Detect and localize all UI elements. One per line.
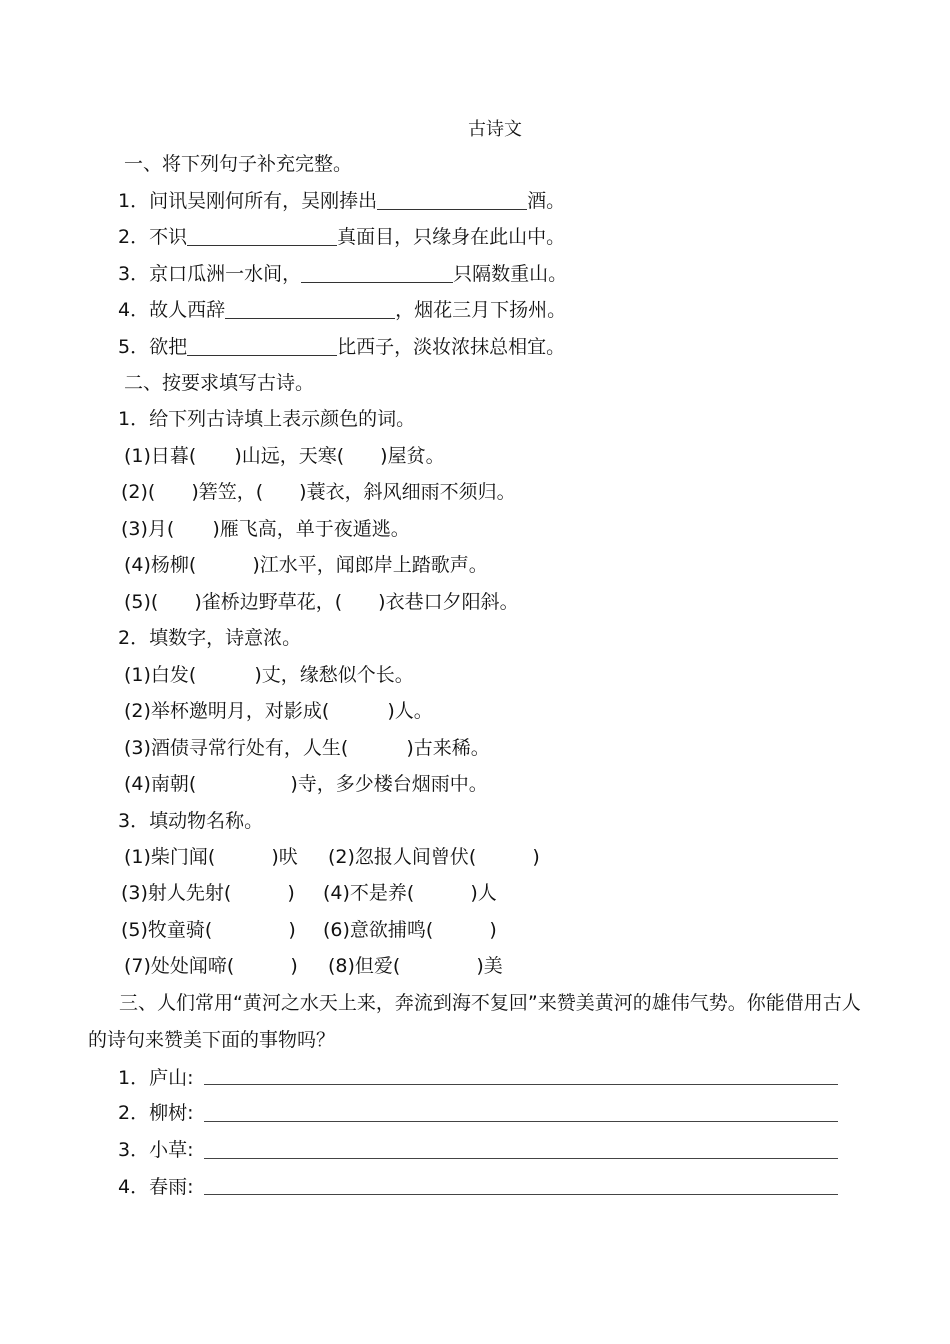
s1-item-2: 2．不识 真面目，只缘身在此山中。: [118, 226, 566, 248]
fill-blank[interactable]: [187, 225, 337, 246]
s1-item-4: 4．故人西辞 ，烟花三月下扬州。: [118, 299, 567, 321]
s2-q1-line-2: (2)( )箬笠，( )蓑衣，斜风细雨不须归。: [121, 481, 516, 503]
s2-q2-line-2: (2)举杯邀明月，对影成( )人。: [124, 700, 433, 722]
fill-blank[interactable]: [225, 298, 395, 319]
s3-item-2: 2．柳树:: [118, 1102, 194, 1124]
s2-q2-label: 2．填数字，诗意浓。: [118, 627, 302, 649]
s3-item-1: 1．庐山:: [118, 1067, 194, 1089]
item-number: 4．: [118, 299, 150, 321]
s2-q1-line-3: (3)月( )雁飞高，单于夜遁逃。: [121, 518, 410, 540]
answer-line-3[interactable]: [204, 1157, 838, 1159]
section-1-heading: 一、将下列句子补充完整。: [124, 153, 353, 175]
fill-blank[interactable]: [377, 189, 527, 210]
item-number: 2．: [118, 226, 150, 248]
s2-q3-item-2: (2)忽报人间曾伏( ): [328, 846, 540, 868]
s3-item-4: 4．春雨:: [118, 1176, 194, 1198]
answer-line-4[interactable]: [204, 1193, 838, 1195]
section-3-question: 三、人们常用“黄河之水天上来，奔流到海不复回”来赞美黄河的雄伟气势。你能借用古人的诗句来赞美下面的事物吗？: [88, 992, 861, 1051]
answer-line-2[interactable]: [204, 1120, 838, 1122]
s2-q3-item-3: (3)射人先射( ): [121, 882, 295, 904]
s2-q3-item-8: (8)但爱( )美: [328, 955, 503, 977]
s3-item-3: 3．小草:: [118, 1139, 194, 1161]
s2-q1-label: 1．给下列古诗填上表示颜色的词。: [118, 408, 416, 430]
fill-blank[interactable]: [187, 335, 337, 356]
s2-q3-item-1: (1)柴门闻( )吠: [124, 846, 298, 868]
item-number: 3．: [118, 263, 150, 285]
s2-q1-line-4: (4)杨柳( )江水平，闻郎岸上踏歌声。: [124, 554, 488, 576]
s2-q3-item-5: (5)牧童骑( ): [121, 919, 296, 941]
item-number: 1．: [118, 190, 150, 212]
s1-item-5: 5．欲把 比西子，淡妆浓抹总相宜。: [118, 336, 566, 358]
page-title: 古诗文: [468, 119, 522, 140]
answer-line-1[interactable]: [204, 1083, 838, 1085]
item-number: 5．: [118, 336, 150, 358]
s2-q3-label: 3．填动物名称。: [118, 810, 264, 832]
s2-q2-line-1: (1)白发( )丈，缘愁似个长。: [124, 664, 414, 686]
s2-q2-line-4: (4)南朝( )寺，多少楼台烟雨中。: [124, 773, 488, 795]
s2-q2-line-3: (3)酒债寻常行处有，人生( )古来稀。: [124, 737, 490, 759]
section-2-heading: 二、按要求填写古诗。: [124, 372, 315, 394]
s2-q3-item-4: (4)不是养( )人: [323, 882, 497, 904]
s2-q3-item-7: (7)处处闻啼( ): [124, 955, 298, 977]
s2-q1-line-5: (5)( )雀桥边野草花，( )衣巷口夕阳斜。: [124, 591, 519, 613]
s2-q1-line-1: (1)日暮( )山远，天寒( )屋贫。: [124, 445, 445, 467]
s1-item-1: 1．问讯吴刚何所有，吴刚捧出 酒。: [118, 190, 566, 212]
fill-blank[interactable]: [301, 262, 453, 283]
s2-q3-item-6: (6)意欲捕鸣( ): [323, 919, 497, 941]
s1-item-3: 3．京口瓜洲一水间， 只隔数重山。: [118, 263, 568, 285]
